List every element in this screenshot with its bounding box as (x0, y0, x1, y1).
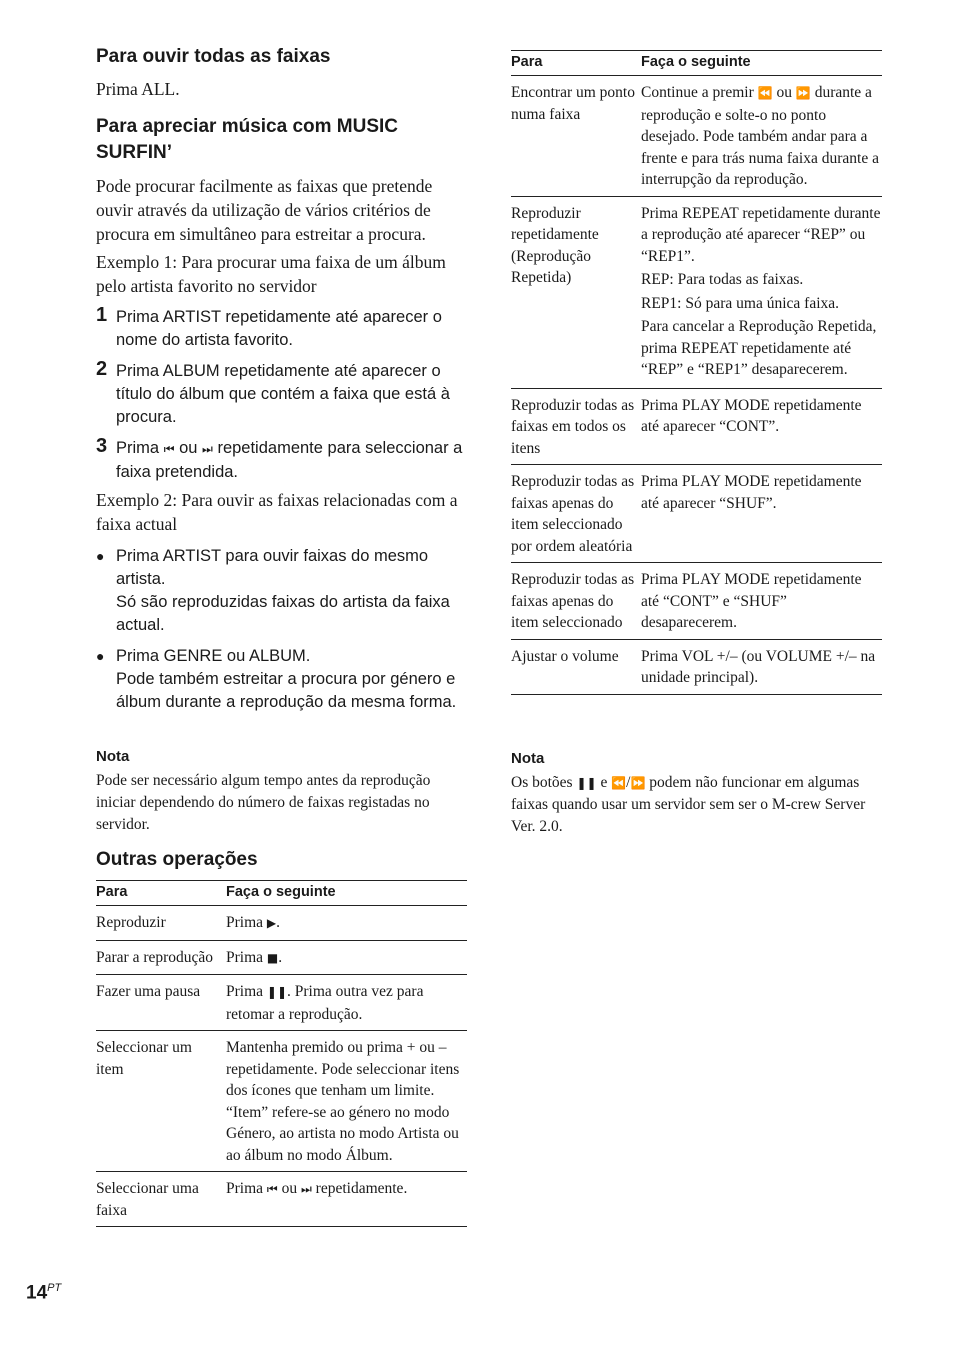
table-row (511, 563, 882, 640)
table-cell: Ajustar o volume (511, 639, 641, 694)
note-text: Pode ser necessário algum tempo antes da reprodução iniciar dependendo do número de faixas registadas no servidor. (96, 772, 431, 833)
note-text: Os botões ❚❚ e ⏪/⏩ podem não funcionar em algumas faixas quando usar um servidor sem ser o M-crew Server Ver. 2.0. (511, 774, 866, 835)
cell-paragraph: REP1: Só para uma única faixa. (641, 294, 840, 312)
bullet-line: Prima ARTIST para ouvir faixas do mesmo artista. (116, 547, 429, 588)
bullet-line: Prima GENRE ou ALBUM. (116, 647, 311, 665)
previous-track-icon: ⏮ (266, 1182, 278, 1196)
note-fragment: e (600, 774, 608, 791)
table-cell: Reproduzir todas as faixas apenas do item seleccionado por ordem aleatória (511, 465, 641, 563)
paragraph-surfin: Pode procurar facilmente as faixas que pretende ouvir através da utilização de vários critérios de procura em simultâneo para estreitar a procura. (96, 176, 433, 244)
table-cell: Seleccionar uma faixa (96, 1172, 226, 1227)
cell-text: durante a reprodução e solte-o no ponto desejado. Pode também andar para a frente e para trás numa faixa durante a interrupção da reprodução. (641, 84, 879, 188)
example-2: Exemplo 2: Para ouvir as faixas relacionadas com a faixa actual (96, 490, 458, 534)
table-cell: Prima PLAY MODE repetidamente até “CONT” e “SHUF” desaparecerem. (641, 563, 882, 640)
table-cell (226, 940, 467, 975)
heading-other-operations: Outras operações (96, 849, 258, 870)
table-cell: Seleccionar um item (96, 1031, 226, 1172)
table-cell (226, 1172, 467, 1227)
play-icon: ▶ (266, 916, 277, 930)
text-prima-all: Prima ALL. (96, 79, 180, 99)
note-fragment: Os botões (511, 774, 573, 791)
cell-text: repetidamente. (315, 1180, 408, 1197)
table-header-row (511, 51, 882, 76)
table-cell: Reproduzir todas as faixas apenas do item seleccionado (511, 563, 641, 640)
cell-text: . Prima outra vez para retomar a reprodução. (226, 983, 424, 1023)
column-header: Para (511, 51, 641, 76)
heading-music-surfin: Para apreciar música com MUSIC SURFIN’ (96, 116, 399, 163)
table-row (511, 196, 882, 388)
table-cell (226, 906, 467, 941)
step-text: repetidamente para seleccionar a faixa pretendida. (116, 439, 463, 481)
step-number: 2 (96, 358, 108, 380)
table-cell: Prima PLAY MODE repetidamente até aparecer “SHUF”. (641, 465, 882, 563)
note-heading: Nota (96, 748, 130, 765)
cell-text: ou (776, 84, 792, 101)
cell-text: Prima (226, 983, 264, 1000)
table-cell: Reproduzir todas as faixas em todos os itens (511, 388, 641, 465)
bullet-icon: ● (96, 648, 105, 664)
page-number-value: 14 (26, 1282, 48, 1304)
cell-paragraph: Para cancelar a Reprodução Repetida, prima REPEAT repetidamente até “REP” e “REP1” desaparecerem. (641, 318, 877, 378)
table-row (96, 1172, 467, 1227)
table-cell: Fazer uma pausa (96, 975, 226, 1031)
step-text: Prima ARTIST repetidamente até aparecer o nome do artista favorito. (116, 308, 442, 349)
step-number: 3 (96, 435, 108, 457)
next-track-icon: ⏭ (202, 442, 213, 456)
operations-table (96, 880, 467, 1227)
page-number (26, 1282, 61, 1304)
previous-track-icon: ⏮ (163, 442, 175, 456)
bullet-line: Pode também estreitar a procura por género e álbum durante a reprodução da mesma forma. (116, 670, 457, 711)
cell-text: Prima (226, 914, 264, 931)
table-header-row (96, 881, 467, 906)
table-row (96, 906, 467, 941)
next-track-icon: ⏭ (300, 1182, 312, 1196)
table-row (511, 388, 882, 465)
fast-forward-icon: ⏩ (795, 86, 811, 100)
step-text: Prima ALBUM repetidamente até aparecer o título do álbum que contém a faixa que está à procura. (116, 362, 450, 426)
table-cell: Prima VOL +/– (ou VOLUME +/– na unidade principal). (641, 639, 882, 694)
cell-text: . (278, 948, 283, 966)
bullet-icon: ● (96, 548, 105, 564)
table-cell: Mantenha premido ou prima + ou – repetidamente. Pode seleccionar itens dos ícones que tenham um limite. “Item” refere-se ao género no modo Género, ao artista no modo Artista ou ao álbum no modo Álbum. (226, 1031, 467, 1172)
table-cell: Reproduzir (96, 906, 226, 941)
rewind-icon: ⏪ (611, 776, 627, 790)
table-row (96, 940, 467, 975)
column-header: Faça o seguinte (226, 881, 467, 906)
step-text: ou (179, 439, 198, 457)
step-3 (96, 437, 467, 484)
pause-icon: ❚❚ (266, 985, 288, 999)
table-cell: Prima PLAY MODE repetidamente até aparecer “CONT”. (641, 388, 882, 465)
cell-text: . (276, 914, 281, 931)
bullet-artist (96, 545, 467, 637)
operations-table-continued (511, 50, 882, 695)
table-cell (226, 975, 467, 1031)
column-header: Faça o seguinte (641, 51, 882, 76)
step-2 (96, 360, 467, 429)
fast-forward-icon: ⏩ (630, 776, 646, 790)
step-1 (96, 306, 467, 352)
table-row (511, 465, 882, 563)
table-row (511, 76, 882, 197)
cell-text: ou (281, 1180, 298, 1197)
step-number: 1 (96, 304, 108, 326)
pause-icon: ❚❚ (576, 776, 597, 790)
table-row (511, 639, 882, 694)
bullet-genre-album (96, 645, 467, 714)
cell-text: Prima (226, 948, 264, 966)
bullet-line: Só são reproduzidas faixas do artista da faixa actual. (116, 593, 450, 634)
step-text: Prima (116, 439, 160, 457)
cell-text: Prima (226, 1180, 264, 1197)
example-1: Exemplo 1: Para procurar uma faixa de um álbum pelo artista favorito no servidor (96, 252, 446, 296)
cell-paragraph: REP: Para todas as faixas. (641, 271, 804, 288)
cell-text: Continue a premir (641, 84, 754, 101)
table-cell: Encontrar um ponto numa faixa (511, 76, 641, 197)
table-cell (641, 76, 882, 197)
table-row (96, 975, 467, 1031)
note-fragment: podem não funcionar em algumas faixas quando usar um servidor sem ser o M-crew Server Ver. 2.0. (511, 774, 866, 835)
column-header: Para (96, 881, 226, 906)
page-language-code: PT (47, 1282, 62, 1294)
stop-icon: ■ (266, 950, 279, 965)
table-row (96, 1031, 467, 1172)
table-cell (641, 196, 882, 388)
table-cell: Parar a reprodução (96, 940, 226, 975)
heading-all-tracks: Para ouvir todas as faixas (96, 46, 331, 67)
note-heading: Nota (511, 750, 545, 767)
table-cell: Reproduzir repetidamente (Reprodução Repetida) (511, 196, 641, 388)
cell-paragraph: Prima REPEAT repetidamente durante a reprodução até aparecer “REP” ou “REP1”. (641, 204, 881, 265)
rewind-icon: ⏪ (757, 86, 773, 100)
